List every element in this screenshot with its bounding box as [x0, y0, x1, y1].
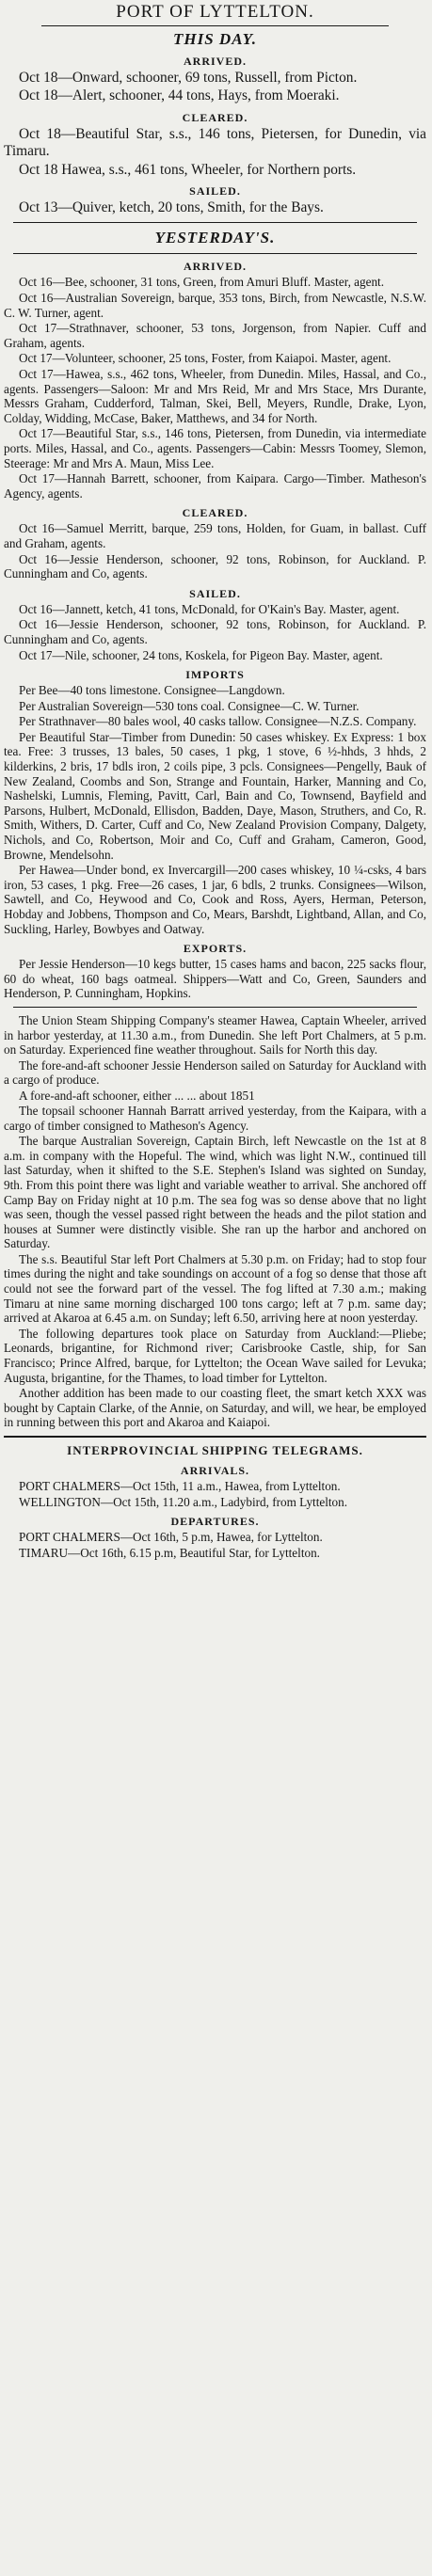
telegrams-departures-label: DEPARTURES.: [170, 1515, 260, 1529]
telegrams-heading: INTERPROVINCIAL SHIPPING TELEGRAMS.: [67, 1443, 363, 1457]
news-paragraph: The following departures took place on Saturday from Auckland:—Pliebe; Leonards, brigantine, for Richmond river; Carisbrooke Castle, ship, for San Francisco; Prince Alfred, barque, for Lyttelton; the Ocean Wave sailed for Levuka; Augusta, brigantine, for the Thames, to load timber for Lyttelton.: [4, 1326, 426, 1385]
this-day-arrived-entry: Oct 18—Alert, schooner, 44 tons, Hays, from Moeraki.: [19, 87, 340, 104]
yesterdays-arrived-label: ARRIVED.: [183, 260, 247, 274]
this-day-cleared-entry: Oct 18 Hawea, s.s., 461 tons, Wheeler, for Northern ports.: [19, 161, 357, 178]
imports-entry: Per Bee—40 tons limestone. Consignee—Langdown.: [19, 683, 285, 698]
news-paragraph: Another addition has been made to our coasting fleet, the smart ketch XXX was bought by Captain Clarke, of the Annie, on Saturday, and will, we hear, be employed in running between this port and Akaroa and Kaiapoi.: [4, 1386, 426, 1430]
yesterdays-sailed-entry: Oct 16—Jessie Henderson, schooner, 92 tons, Robinson, for Auckland. P. Cunningham and Co, agents.: [4, 617, 426, 646]
news-paragraph: A fore-and-aft schooner, either ... ... about 1851: [19, 1088, 255, 1103]
imports-entry: Per Beautiful Star—Timber from Dunedin: 50 cases whiskey. Ex Express: 1 box tea. Free: 3 trusses, 13 bales, 50 cases, 1 pkg, 1 stove, 6 ½-hhds, 3 hhds, 2 kilderkins, 2 bris, 17 bdls iron, 2 coils pipe, 3 pcls. Consignees—Pengelly, Bauk of New Zealand, Coombs and Son, Strange and Fountain, Harker, Manning and Co, Nashelski, Lumnis, Fleming, Pavitt, Carl, Bain and Co, Townsend, Bayfield and Parsons, Hulbert, McDonald, Ellisdon, Badden, Daye, Mason, Struthers, and Co, R. Smith, Withers, D. Carter, Cuff and Co, New Zealand Provision Company, Dalgety, Nichols, and Co, Robertson, Moir and Co, Cuff and Graham, Cameron, Good, Browne, Mendelsohn.: [4, 729, 426, 862]
yesterdays-cleared-entry: Oct 16—Samuel Merritt, barque, 259 tons, Holden, for Guam, in ballast. Cuff and Graham, agents.: [4, 521, 426, 550]
this-day-arrived-entry: Oct 18—Onward, schooner, 69 tons, Russell, from Picton.: [19, 70, 358, 86]
telegram-arrival-entry: WELLINGTON—Oct 15th, 11.20 a.m., Ladybird, from Lyttelton.: [19, 1494, 348, 1509]
this-day-cleared-entry: Oct 18—Beautiful Star, s.s., 146 tons, Pietersen, for Dunedin, via Timaru.: [4, 125, 426, 160]
divider: [13, 253, 417, 254]
divider: [13, 222, 417, 223]
exports-entry: Per Jessie Henderson—10 kegs butter, 15 cases hams and bacon, 225 sacks flour, 60 do wheat, 160 bags oatmeal. Shippers—Watt and Co, Green, Saunders and Henderson, P. Cunningham, Hopkins.: [4, 957, 426, 1001]
yesterdays-arrived-entry: Oct 17—Hannah Barrett, schooner, from Kaipara. Cargo—Timber. Matheson's Agency, agents.: [4, 471, 426, 501]
yesterdays-arrived-entry: Oct 16—Australian Sovereign, barque, 353 tons, Birch, from Newcastle, N.S.W. C. W. Turner, agent.: [4, 291, 426, 320]
exports-label: EXPORTS.: [183, 942, 248, 956]
divider: [41, 25, 389, 26]
this-day-heading: THIS DAY.: [173, 30, 257, 48]
imports-label: IMPORTS: [185, 668, 245, 682]
news-paragraph: The fore-and-aft schooner Jessie Henderson sailed on Saturday for Auckland with a cargo of produce.: [4, 1057, 426, 1088]
yesterdays-arrived-entry: Oct 17—Strathnaver, schooner, 53 tons, Jorgenson, from Napier. Cuff and Graham, agents.: [4, 321, 426, 350]
news-paragraph: The topsail schooner Hannah Barratt arrived yesterday, from the Kaipara, with a cargo of timber consigned to Matheson's Agency.: [4, 1103, 426, 1133]
yesterdays-cleared-label: CLEARED.: [182, 506, 248, 520]
yesterdays-sailed-entry: Oct 16—Jannett, ketch, 41 tons, McDonald, for O'Kain's Bay. Master, agent.: [19, 601, 400, 616]
telegram-departure-entry: TIMARU—Oct 16th, 6.15 p.m, Beautiful Star, for Lyttelton.: [19, 1545, 320, 1560]
this-day-arrived-label: ARRIVED.: [183, 55, 247, 68]
imports-entry: Per Strathnaver—80 bales wool, 40 casks tallow. Consignee—N.Z.S. Company.: [19, 714, 417, 729]
page-title: PORT OF LYTTELTON.: [116, 2, 314, 22]
this-day-sailed-entry: Oct 13—Quiver, ketch, 20 tons, Smith, for the Bays.: [19, 199, 324, 216]
divider: [4, 1436, 426, 1438]
this-day-cleared-label: CLEARED.: [182, 110, 248, 124]
this-day-sailed-label: SAILED.: [189, 184, 241, 199]
news-paragraph: The s.s. Beautiful Star left Port Chalmers at 5.30 p.m. on Friday; had to stop four times during the night and take soundings on account of a fog so dense that those aft could not see the forward part of the vessel. The fog lifted at 7.30 a.m.; making Timaru at nine same morning discharged 100 tons cargo; left at 7 p.m. same day; arrived at Akaroa at 6.45 a.m. on Sunday; left 6.50, arriving here at noon yesterday.: [4, 1251, 426, 1326]
imports-entry: Per Australian Sovereign—530 tons coal. Consignee—C. W. Turner.: [19, 698, 360, 713]
yesterdays-sailed-entry: Oct 17—Nile, schooner, 24 tons, Koskela, for Pigeon Bay. Master, agent.: [19, 647, 383, 662]
yesterdays-cleared-entry: Oct 16—Jessie Henderson, schooner, 92 tons, Robinson, for Auckland. P. Cunningham and Co, agents.: [4, 551, 426, 581]
imports-entry: Per Hawea—Under bond, ex Invercargill—200 cases whiskey, 10 ¼-csks, 4 bars iron, 53 cases, 1 pkg. Free—26 cases, 1 jar, 6 bdls, 2 trunks. Consignees—Wilson, Sawtell, and Co, Heywood and Co, Cook and Ross, Ayers, Herman, Peterson, Hobday and Jobbens, Thompson and Co, Mears, Barshdt, Lightband, Allan, and Co, Suckling, Harley, Bowbyes and Oatway.: [4, 863, 426, 936]
yesterdays-arrived-entry: Oct 16—Bee, schooner, 31 tons, Green, from Amuri Bluff. Master, agent.: [19, 275, 385, 290]
divider: [13, 1007, 417, 1008]
telegram-departure-entry: PORT CHALMERS—Oct 16th, 5 p.m, Hawea, for Lyttelton.: [19, 1530, 323, 1545]
yesterdays-arrived-entry: Oct 17—Volunteer, schooner, 25 tons, Foster, from Kaiapoi. Master, agent.: [19, 351, 392, 366]
yesterdays-heading: YESTERDAY'S.: [154, 229, 276, 247]
yesterdays-arrived-entry: Oct 17—Beautiful Star, s.s., 146 tons, Pietersen, from Dunedin, via intermediate ports. Miles, Hassal, and Co., agents. Passengers—Cabin: Messrs Toomey, Slemon, Steerage: Mr and Mrs A. Maun, Miss Lee.: [4, 426, 426, 470]
news-paragraph: The Union Steam Shipping Company's steamer Hawea, Captain Wheeler, arrived in harbor yesterday, at 11.30 a.m., from Dunedin. She left Port Chalmers, at 5 p.m. on Saturday. Experienced fine weather throughout. Sails for North this day.: [4, 1012, 426, 1057]
yesterdays-arrived-entry: Oct 17—Hawea, s.s., 462 tons, Wheeler, from Dunedin. Miles, Hassal, and Co., agents. Passengers—Saloon: Mr and Mrs Reid, Mr and Mrs Stace, Mrs Durante, Messrs Graham, Cudderford, Talman, Skei, Bell, Meyers, Rundle, Drake, Lyon, Colday, Widding, McCase, Baker, Matthews, and 34 for North.: [4, 367, 426, 425]
telegrams-arrivals-label: ARRIVALS.: [180, 1464, 250, 1477]
news-paragraph: The barque Australian Sovereign, Captain Birch, left Newcastle on the 1st at 8 a.m. in company with the Hopeful. The wind, which was light N.W., continued till last Saturday, when it shifted to the S.E. Stephen's Island was sighted on Sunday, 9th. From this point there was light and variable weather to arrival. She anchored off Camp Bay on Friday night at 10 p.m. The sea fog was so dense above that no light was seen, though the vessel passed right between the heads and the pilot station and houses at Sumner were distinctly visible. She ran up the harbor and anchored on Saturday.: [4, 1134, 426, 1251]
telegram-arrival-entry: PORT CHALMERS—Oct 15th, 11 a.m., Hawea, from Lyttelton.: [19, 1479, 341, 1493]
yesterdays-sailed-label: SAILED.: [189, 586, 241, 600]
